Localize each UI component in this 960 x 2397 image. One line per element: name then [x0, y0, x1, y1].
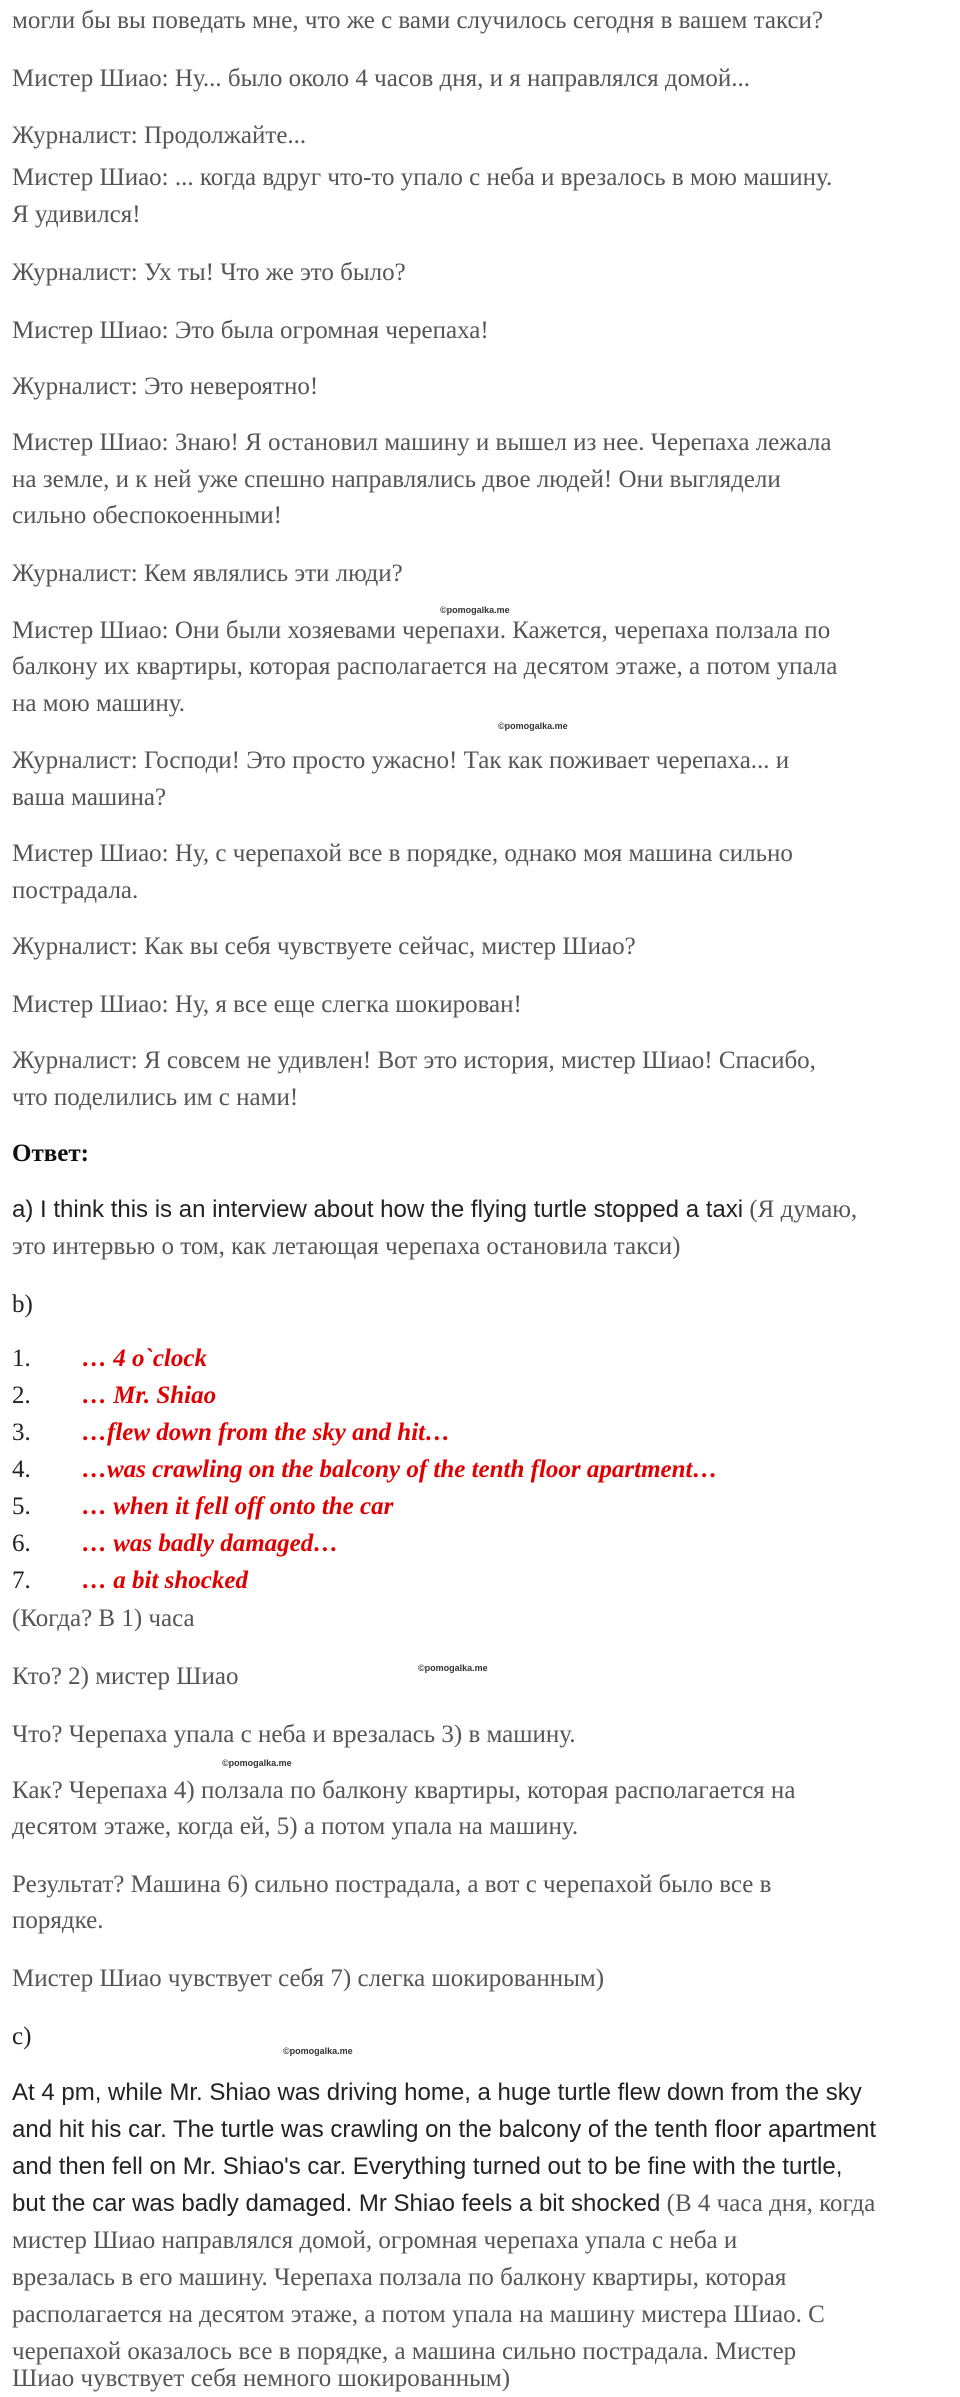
part-c-russian-line: мистер Шиао направлялся домой, огромная черепаха упала с неба и [12, 2227, 738, 2254]
part-c-russian: (В 4 часа дня, когда [660, 2190, 876, 2217]
dialogue-line: Мистер Шиао: Ну, я все еще слегка шокирован! [12, 991, 522, 1018]
part-c-russian-line: врезалась в его машину. Черепаха ползала по балкону квартиры, которая [12, 2264, 787, 2291]
part-b-note: Результат? Машина 6) сильно пострадала, а вот с черепахой было все в [12, 1871, 772, 1898]
dialogue-line: что поделились им с нами! [12, 1084, 299, 1111]
part-b-note: (Когда? В 1) часа [12, 1605, 195, 1632]
dialogue-line: Журналист: Кем являлись эти люди? [12, 560, 403, 587]
watermark: ©pomogalka.me [440, 605, 510, 615]
dialogue-line: Мистер Шиао: Ну, с черепахой все в порядке, однако моя машина сильно [12, 840, 793, 867]
dialogue-line: Журналист: Ух ты! Что же это было? [12, 259, 406, 286]
dialogue-line: Журналист: Продолжайте... [12, 122, 307, 149]
part-a-line [12, 1191, 948, 1228]
dialogue-line: Мистер Шиао: Ну... было около 4 часов дня, и я направлялся домой... [12, 65, 751, 92]
part-c-english: but the car was badly damaged. Mr Shiao feels a bit shocked [12, 2190, 661, 2217]
dialogue-line: на мою машину. [12, 690, 185, 717]
dialogue-line: Мистер Шиао: Это была огромная черепаха! [12, 317, 489, 344]
answer-heading: Ответ: [12, 1140, 89, 1167]
part-c-english-line: At 4 pm, while Mr. Shiao was driving home, a huge turtle flew down from the sky [12, 2079, 862, 2106]
part-a-english: a) I think this is an interview about how the flying turtle stopped a taxi [12, 1196, 744, 1223]
dialogue-line: на земле, и к ней уже спешно направлялись двое людей! Они выглядели [12, 466, 781, 493]
dialogue-line: сильно обеспокоенными! [12, 502, 282, 529]
part-c-label: c) [12, 2023, 32, 2050]
answer-item: 5. … when it fell off onto the car [12, 1493, 394, 1520]
dialogue-line: ваша машина? [12, 784, 167, 811]
dialogue-line: Мистер Шиао: ... когда вдруг что-то упало с неба и врезалось в мою машину. [12, 164, 833, 191]
part-c-english-line: and hit his car. The turtle was crawling on the balcony of the tenth floor apartment [12, 2116, 877, 2143]
part-c-russian-line: Шиао чувствует себя немного шокированным) [12, 2365, 511, 2392]
dialogue-line: Журналист: Как вы себя чувствуете сейчас, мистер Шиао? [12, 933, 636, 960]
part-b-note: Как? Черепаха 4) ползала по балкону квартиры, которая располагается на [12, 1777, 796, 1804]
dialogue-line: Журналист: Я совсем не удивлен! Вот это история, мистер Шиао! Спасибо, [12, 1047, 816, 1074]
part-b-note: десятом этаже, когда ей, 5) а потом упала на машину. [12, 1813, 579, 1840]
answer-item: 4. …was crawling on the balcony of the tenth floor apartment… [12, 1456, 718, 1483]
answer-item: 3. …flew down from the sky and hit… [12, 1419, 451, 1446]
part-c-mixed-line [12, 2185, 948, 2222]
part-b-note: порядке. [12, 1907, 104, 1934]
watermark: ©pomogalka.me [418, 1663, 488, 1673]
watermark: ©pomogalka.me [283, 2046, 353, 2056]
dialogue-line: балкону их квартиры, которая располагается на десятом этаже, а потом упала [12, 653, 838, 680]
watermark: ©pomogalka.me [498, 721, 568, 731]
dialogue-line: Журналист: Это невероятно! [12, 373, 319, 400]
dialogue-line: Журналист: Господи! Это просто ужасно! Так как поживает черепаха... и [12, 747, 790, 774]
part-b-note: Что? Черепаха упала с неба и врезалась 3) в машину. [12, 1721, 576, 1748]
dialogue-line: Мистер Шиао: Знаю! Я остановил машину и вышел из нее. Черепаха лежала [12, 429, 832, 456]
part-c-russian-line: черепахой оказалось все в порядке, а машина сильно пострадала. Мистер [12, 2338, 797, 2365]
answer-item: 1. … 4 o`clock [12, 1345, 207, 1372]
part-b-note: Кто? 2) мистер Шиао [12, 1663, 239, 1690]
part-c-english-line: and then fell on Mr. Shiao's car. Everything turned out to be fine with the turtle, [12, 2153, 843, 2180]
part-c-russian-line: располагается на десятом этаже, а потом упала на машину мистера Шиао. С [12, 2301, 825, 2328]
part-a-line: это интервью о том, как летающая черепаха остановила такси) [12, 1233, 681, 1260]
dialogue-line: Мистер Шиао: Они были хозяевами черепахи. Кажется, черепаха ползала по [12, 617, 831, 644]
part-a-russian: (Я думаю, [743, 1196, 858, 1223]
dialogue-line: могли бы вы поведать мне, что же с вами случилось сегодня в вашем такси? [12, 7, 824, 34]
watermark: ©pomogalka.me [222, 1758, 292, 1768]
part-b-note: Мистер Шиао чувствует себя 7) слегка шокированным) [12, 1965, 605, 1992]
answer-item: 2. … Mr. Shiao [12, 1382, 217, 1409]
dialogue-line: Я удивился! [12, 201, 141, 228]
answer-item: 7. … a bit shocked [12, 1567, 248, 1594]
part-b-label: b) [12, 1291, 33, 1318]
answer-item: 6. … was badly damaged… [12, 1530, 339, 1557]
dialogue-line: пострадала. [12, 877, 139, 904]
